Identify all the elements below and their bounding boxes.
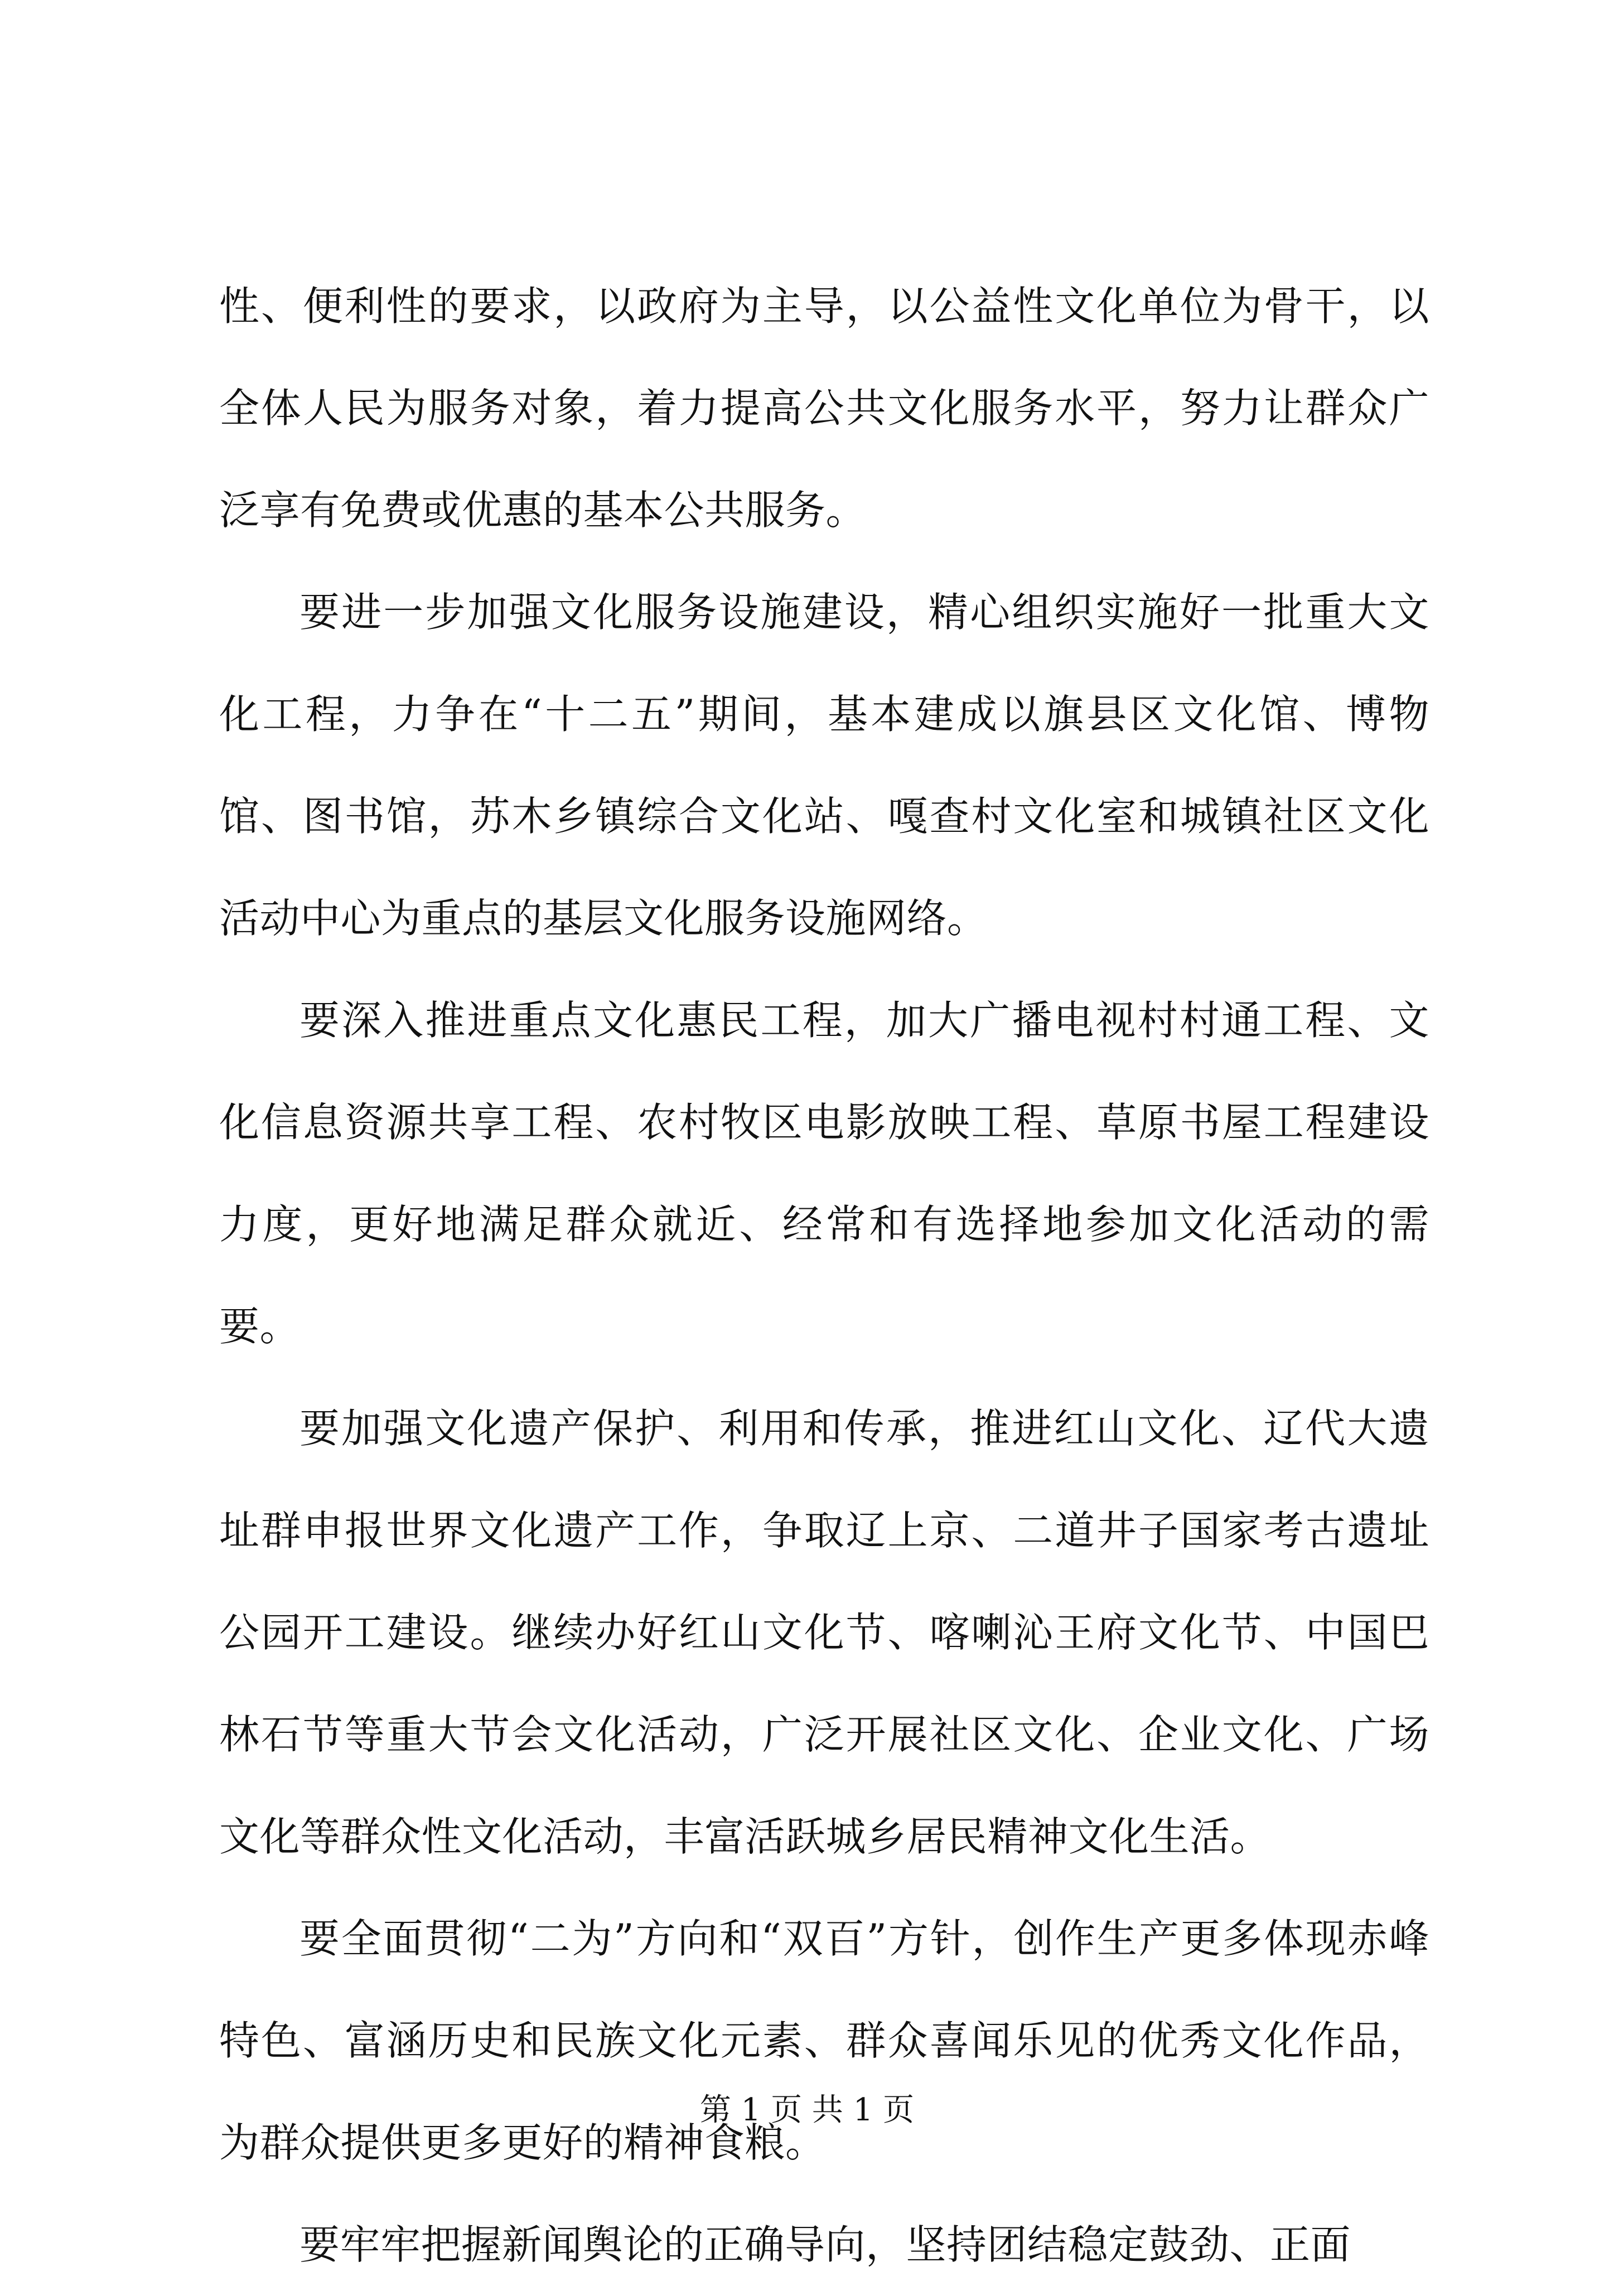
paragraph-2: 要进一步加强文化服务设施建设，精心组织实施好一批重大文化工程，力争在“十二五”期间，基本建成以旗县区文化馆、博物馆、图书馆，苏木乡镇综合文化站、嘎查村文化室和城镇社区文化活动中心为重点的基层文化服务设施网络。	[219, 589, 1429, 942]
paragraph-1: 性、便利性的要求，以政府为主导，以公益性文化单位为骨干，以全体人民为服务对象，着力提高公共文化服务水平，努力让群众广泛享有免费或优惠的基本公共服务。	[219, 283, 1429, 534]
document-body	[219, 255, 1429, 2296]
page-footer: 第 1 页 共 1 页	[699, 2092, 915, 2128]
paragraph-5: 要全面贯彻“二为”方向和“双百”方针，创作生产更多体现赤峰特色、富涵历史和民族文化元素、群众喜闻乐见的优秀文化作品，为群众提供更多更好的精神食粮。	[219, 1915, 1429, 2166]
paragraph-6: 要牢牢把握新闻舆论的正确导向，坚持团结稳定鼓劲、正面	[299, 2221, 1351, 2268]
paragraph-3: 要深入推进重点文化惠民工程，加大广播电视村村通工程、文化信息资源共享工程、农村牧区电影放映工程、草原书屋工程建设力度，更好地满足群众就近、经常和有选择地参加文化活动的需要。	[219, 997, 1429, 1350]
paragraph-4: 要加强文化遗产保护、利用和传承，推进红山文化、辽代大遗址群申报世界文化遗产工作，争取辽上京、二道井子国家考古遗址公园开工建设。继续办好红山文化节、喀喇沁王府文化节、中国巴林石节等重大节会文化活动，广泛开展社区文化、企业文化、广场文化等群众性文化活动，丰富活跃城乡居民精神文化生活。	[219, 1405, 1429, 1860]
